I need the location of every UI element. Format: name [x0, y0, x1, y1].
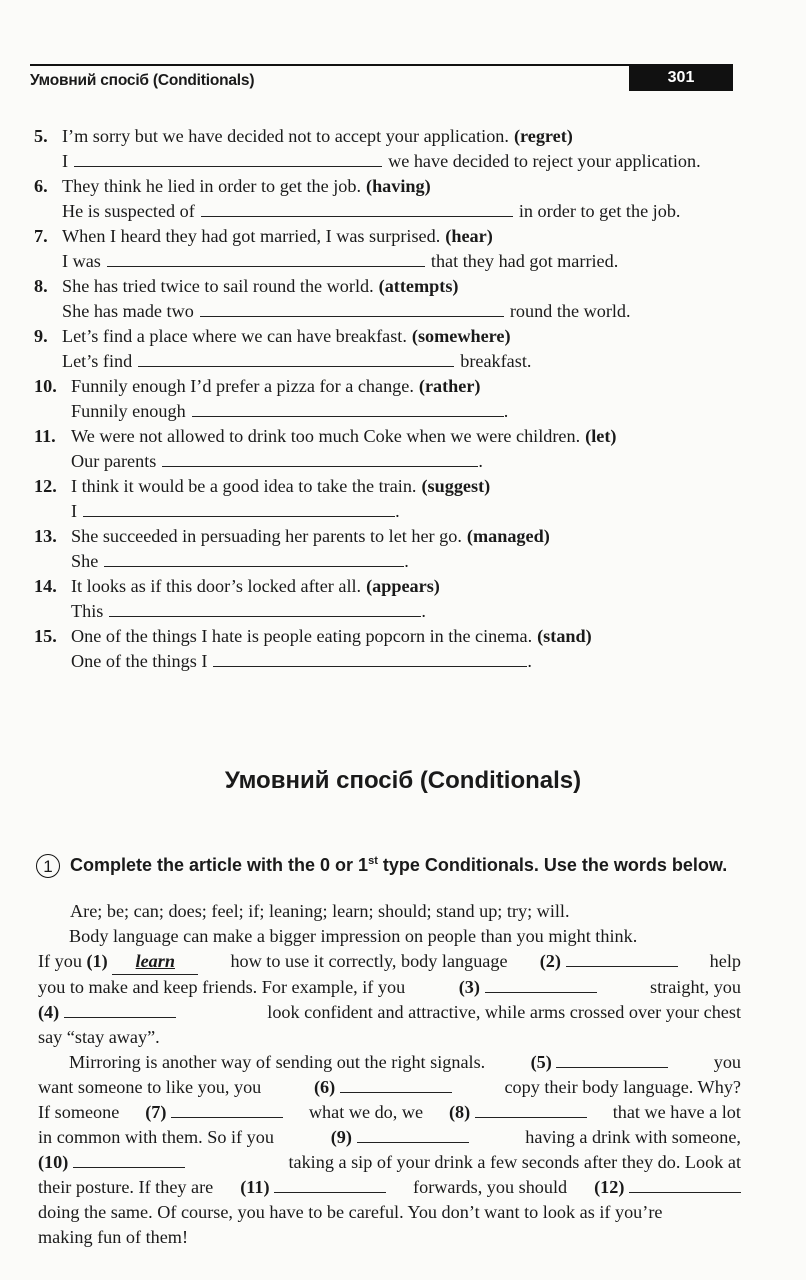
exercise-number: 6. — [34, 176, 48, 196]
exercise-keyword: (let) — [585, 426, 617, 446]
exercise-item — [34, 624, 734, 674]
answer-blank[interactable] — [201, 202, 513, 217]
page-number: 301 — [629, 64, 733, 91]
article-line — [38, 1075, 741, 1100]
exercise-keyword: (somewhere) — [411, 326, 511, 346]
answer-blank[interactable] — [107, 252, 425, 267]
answer-prefix: He is suspected of — [62, 201, 195, 221]
exercise-answer-row — [34, 399, 734, 424]
gap-number: (5) — [530, 1052, 552, 1072]
exercise-keyword: (appears) — [366, 576, 440, 596]
exercise-keyword: (having) — [366, 176, 431, 196]
article-text: taking a sip of your drink a few seconds after they do. Look at — [288, 1152, 741, 1172]
exercise-answer-row — [34, 649, 734, 674]
exercise-sentence-row — [34, 574, 734, 599]
exercise-number: 12. — [34, 476, 57, 496]
exercise-item — [34, 524, 734, 574]
exercise-keyword: (hear) — [445, 226, 493, 246]
exercise-item — [34, 374, 734, 424]
article-text: say “stay away”. — [38, 1027, 160, 1047]
answer-suffix: we have decided to reject your application. — [388, 151, 701, 171]
article-text: want someone to like you, you — [38, 1077, 262, 1097]
article-text: look confident and attractive, while arms crossed over your chest — [267, 1002, 741, 1022]
article-line — [38, 924, 741, 949]
article-line — [38, 1100, 741, 1125]
exercise-sentence: Let’s find a place where we can have breakfast. — [62, 326, 407, 346]
gap-blank[interactable] — [171, 1103, 283, 1118]
gap-blank[interactable] — [274, 1178, 386, 1193]
article-text: making fun of them! — [38, 1227, 189, 1247]
article-line — [38, 1000, 741, 1025]
article-line — [38, 975, 741, 1000]
exercise-sentence-row — [34, 624, 734, 649]
exercise-sentence: Funnily enough I’d prefer a pizza for a change. — [71, 376, 414, 396]
answer-suffix: . — [395, 501, 400, 521]
exercise-item — [34, 574, 734, 624]
answer-prefix: I was — [62, 251, 101, 271]
exercise-sentence: We were not allowed to drink too much Coke when we were children. — [71, 426, 581, 446]
gap-blank[interactable] — [566, 952, 678, 967]
gap-blank[interactable] — [556, 1053, 668, 1068]
exercise-keyword: (suggest) — [421, 476, 491, 496]
exercise-list — [34, 124, 734, 674]
article-line — [38, 1175, 741, 1200]
exercise-sentence-row — [34, 424, 734, 449]
exercise-answer-row — [34, 549, 734, 574]
exercise-answer-row — [34, 349, 734, 374]
exercise-item — [34, 124, 734, 174]
answer-suffix: . — [503, 401, 509, 421]
answer-suffix: . — [478, 451, 483, 471]
answer-suffix: . — [527, 651, 532, 671]
article-text: that we have a lot — [612, 1102, 741, 1122]
answer-suffix: breakfast. — [460, 351, 532, 371]
task-instruction — [36, 848, 741, 878]
article-text: having a drink with someone, — [525, 1127, 741, 1147]
exercise-number: 7. — [34, 226, 48, 246]
gap-number: (3) — [458, 977, 480, 997]
exercise-sentence-row — [34, 174, 734, 199]
answer-blank[interactable] — [200, 302, 504, 317]
answer-prefix: This — [71, 601, 104, 621]
gap-number: (10) — [38, 1152, 69, 1172]
answer-suffix: round the world. — [509, 301, 631, 321]
answer-blank[interactable] — [162, 452, 478, 467]
exercise-keyword: (attempts) — [378, 276, 459, 296]
exercise-sentence: I think it would be a good idea to take the train. — [71, 476, 417, 496]
exercise-sentence: She has tried twice to sail round the world. — [62, 276, 374, 296]
gap-number: (2) — [539, 951, 561, 971]
article-text: straight, you — [650, 977, 741, 997]
gap-blank[interactable] — [357, 1128, 469, 1143]
exercise-number: 5. — [34, 126, 48, 146]
answer-prefix: She has made two — [62, 301, 194, 321]
task-text-rest: type Conditionals. Use the words below. — [377, 855, 728, 875]
exercise-item — [34, 174, 734, 224]
header-title: Умовний спосіб (Conditionals) — [30, 72, 255, 89]
exercise-keyword: (rather) — [418, 376, 481, 396]
answer-prefix: She — [71, 551, 99, 571]
exercise-sentence-row — [34, 274, 734, 299]
exercise-answer-row — [34, 599, 734, 624]
gap-blank[interactable] — [629, 1178, 741, 1193]
exercise-keyword: (stand) — [537, 626, 592, 646]
article-text: Body language can make a bigger impression on people than you might think. — [69, 926, 638, 946]
exercise-keyword: (managed) — [466, 526, 550, 546]
answer-blank[interactable] — [192, 402, 504, 417]
article-text: If you — [38, 951, 82, 971]
answer-blank[interactable] — [104, 552, 404, 567]
answer-suffix: in order to get the job. — [518, 201, 681, 221]
exercise-number: 14. — [34, 576, 57, 596]
article-text: doing the same. Of course, you have to be careful. You don’t want to look as if you’re — [38, 1202, 663, 1222]
article-line — [38, 1125, 741, 1150]
gap-number: (9) — [330, 1127, 352, 1147]
exercise-sentence-row — [34, 524, 734, 549]
exercise-item — [34, 224, 734, 274]
gap-number: (6) — [313, 1077, 336, 1097]
article-text: you — [713, 1052, 741, 1072]
article-text: their posture. If they are — [38, 1177, 214, 1197]
article-text: what we do, we — [308, 1102, 424, 1122]
exercise-number: 13. — [34, 526, 57, 546]
article — [38, 924, 741, 1250]
exercise-sentence: When I heard they had got married, I was surprised. — [62, 226, 441, 246]
exercise-item — [34, 474, 734, 524]
answer-prefix: Let’s find — [62, 351, 133, 371]
article-text: in common with them. So if you — [38, 1127, 274, 1147]
exercise-answer-row — [34, 499, 734, 524]
article-line — [38, 1225, 741, 1250]
gap-answer[interactable]: learn — [112, 949, 198, 975]
exercise-sentence-row — [34, 124, 734, 149]
article-text: copy their body language. Why? — [504, 1077, 741, 1097]
article-text: how to use it correctly, body language — [230, 951, 508, 971]
exercise-number: 9. — [34, 326, 48, 346]
exercise-item — [34, 324, 734, 374]
answer-blank[interactable] — [109, 602, 421, 617]
exercise-number: 11. — [34, 426, 56, 446]
exercise-sentence: She succeeded in persuading her parents to let her go. — [71, 526, 462, 546]
article-line — [38, 1200, 741, 1225]
exercise-answer-row — [34, 199, 734, 224]
gap-number: (12) — [594, 1177, 625, 1197]
word-list: Are; be; can; does; feel; if; leaning; learn; should; stand up; try; will. — [70, 901, 570, 921]
gap-number: (1) — [86, 951, 108, 971]
task-text-sup: st — [368, 855, 378, 867]
article-text: If someone — [38, 1102, 120, 1122]
gap-number: (4) — [38, 1002, 60, 1022]
gap-blank[interactable] — [64, 1003, 176, 1018]
task-text: Complete the article with the 0 or 1 — [70, 855, 369, 875]
gap-blank[interactable] — [73, 1153, 185, 1168]
answer-blank[interactable] — [213, 652, 527, 667]
answer-blank[interactable] — [138, 352, 454, 367]
article-text: help — [709, 951, 741, 971]
answer-blank[interactable] — [83, 502, 395, 517]
answer-prefix: Our parents — [71, 451, 157, 471]
article-text: you to make and keep friends. For example, if you — [38, 977, 406, 997]
exercise-sentence: I’m sorry but we have decided not to accept your application. — [62, 126, 509, 146]
gap-number: (11) — [240, 1177, 270, 1197]
gap-number: (8) — [449, 1102, 471, 1122]
answer-blank[interactable] — [74, 152, 382, 167]
exercise-number: 15. — [34, 626, 57, 646]
exercise-sentence-row — [34, 224, 734, 249]
exercise-sentence-row — [34, 474, 734, 499]
exercise-answer-row — [34, 299, 734, 324]
article-line — [38, 1025, 741, 1050]
gap-blank[interactable] — [340, 1078, 452, 1093]
answer-suffix: . — [404, 551, 409, 571]
answer-suffix: that they had got married. — [430, 251, 619, 271]
exercise-answer-row — [34, 449, 734, 474]
gap-number: (7) — [145, 1102, 167, 1122]
answer-prefix: One of the things I — [71, 651, 208, 671]
page-header — [30, 64, 733, 93]
article-line — [38, 1150, 741, 1175]
exercise-sentence: It looks as if this door’s locked after all. — [71, 576, 362, 596]
task-number-circle: 1 — [36, 854, 60, 878]
exercise-answer-row — [34, 249, 734, 274]
exercise-item — [34, 424, 734, 474]
exercise-answer-row — [34, 149, 734, 174]
exercise-item — [34, 274, 734, 324]
exercise-sentence-row — [34, 374, 734, 399]
article-line — [38, 949, 741, 975]
answer-prefix: Funnily enough — [71, 401, 186, 421]
article-text: Mirroring is another way of sending out the right signals. — [69, 1052, 486, 1072]
gap-blank[interactable] — [475, 1103, 587, 1118]
exercise-number: 10. — [34, 376, 57, 396]
exercise-keyword: (regret) — [513, 126, 573, 146]
answer-prefix: I — [71, 501, 78, 521]
exercise-number: 8. — [34, 276, 48, 296]
exercise-sentence-row — [34, 324, 734, 349]
section-title: Умовний спосіб (Conditionals) — [224, 767, 582, 794]
answer-suffix: . — [421, 601, 426, 621]
article-text: forwards, you should — [413, 1177, 568, 1197]
exercise-sentence: One of the things I hate is people eating popcorn in the cinema. — [71, 626, 533, 646]
exercise-sentence: They think he lied in order to get the job. — [62, 176, 362, 196]
article-line — [38, 1050, 741, 1075]
answer-prefix: I — [62, 151, 69, 171]
gap-blank[interactable] — [485, 978, 597, 993]
